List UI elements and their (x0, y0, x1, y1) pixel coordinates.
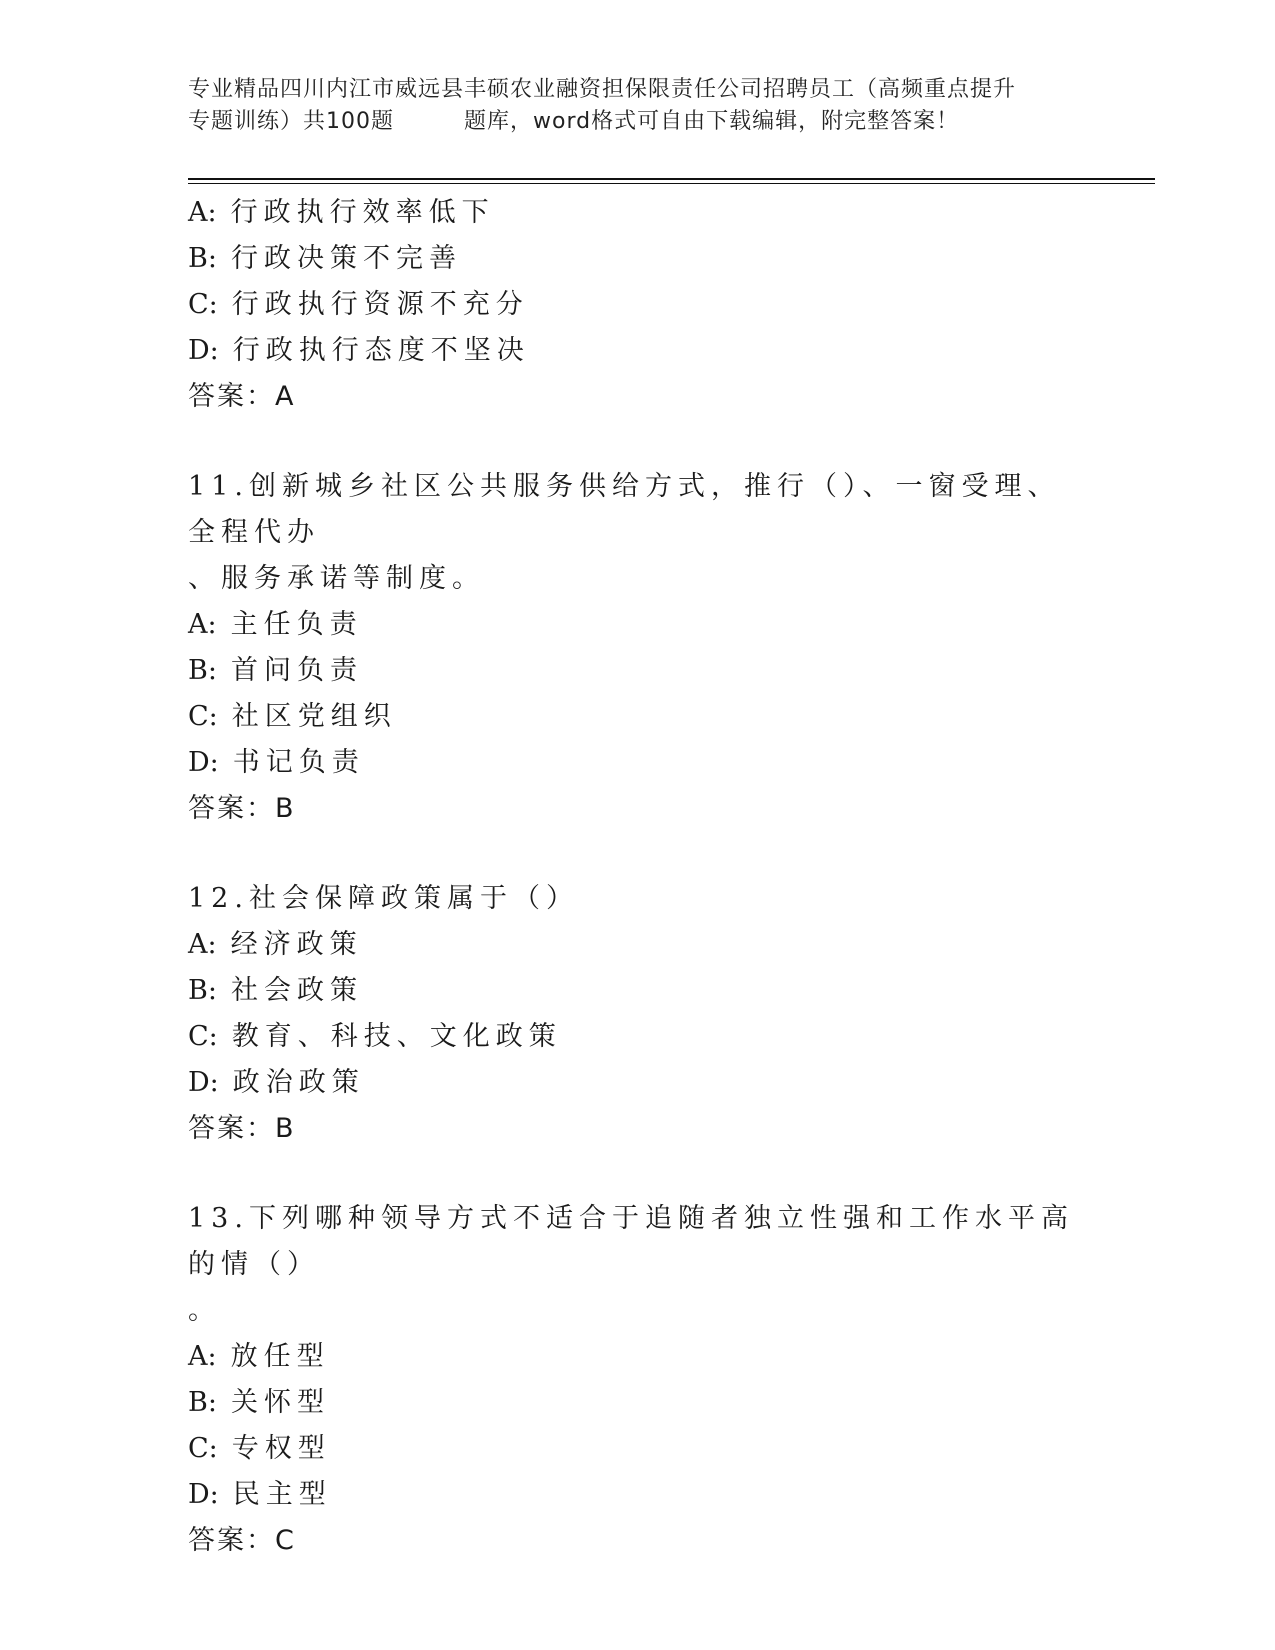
question-block-12 (188, 876, 1088, 1152)
question-block-10 (188, 190, 1088, 420)
option-a: A: 主任负责 (188, 609, 363, 640)
header-rule-thin (188, 183, 1155, 184)
option-b: B: 社会政策 (188, 975, 363, 1006)
option-c: C: 行政执行资源不充分 (188, 289, 529, 320)
option-d: D: 行政执行态度不坚决 (188, 335, 530, 366)
question-text: 12.社会保障政策属于（） (188, 883, 579, 914)
option-d: D: 政治政策 (188, 1067, 365, 1098)
option-c: C: 教育、科技、文化政策 (188, 1021, 562, 1052)
question-list (188, 190, 1088, 1608)
option-a: A: 行政执行效率低下 (188, 197, 495, 228)
header-line-2-part-1: 专题训练）共100题 (188, 109, 394, 134)
header-line-2 (188, 106, 1088, 138)
option-d: D: 民主型 (188, 1479, 332, 1510)
option-c: C: 专权型 (188, 1433, 331, 1464)
option-c: C: 社区党组织 (188, 701, 397, 732)
header-line-1: 专业精品四川内江市威远县丰硕农业融资担保限责任公司招聘员工（高频重点提升 (188, 77, 1017, 102)
header-rule-thick (188, 178, 1155, 180)
question-text: 11.创新城乡社区公共服务供给方式，推行（）、一窗受理、全程代办 、服务承诺等制度。 (188, 471, 1061, 594)
question-block-11 (188, 464, 1088, 832)
question-block-13 (188, 1196, 1088, 1564)
option-b: B: 首问负责 (188, 655, 363, 686)
answer-line: 答案：B (188, 793, 296, 824)
answer-line: 答案：B (188, 1113, 296, 1144)
option-b: B: 行政决策不完善 (188, 243, 462, 274)
option-b: B: 关怀型 (188, 1387, 330, 1418)
question-text: 13.下列哪种领导方式不适合于追随者独立性强和工作水平高的情（） 。 (188, 1203, 1074, 1326)
header-line-2-part-2: 题库，word格式可自由下载编辑，附完整答案！ (464, 109, 960, 134)
option-d: D: 书记负责 (188, 747, 365, 778)
document-header (188, 74, 1088, 138)
option-a: A: 经济政策 (188, 929, 363, 960)
answer-line: 答案：A (188, 381, 296, 412)
answer-line: 答案：C (188, 1525, 296, 1556)
option-a: A: 放任型 (188, 1341, 330, 1372)
